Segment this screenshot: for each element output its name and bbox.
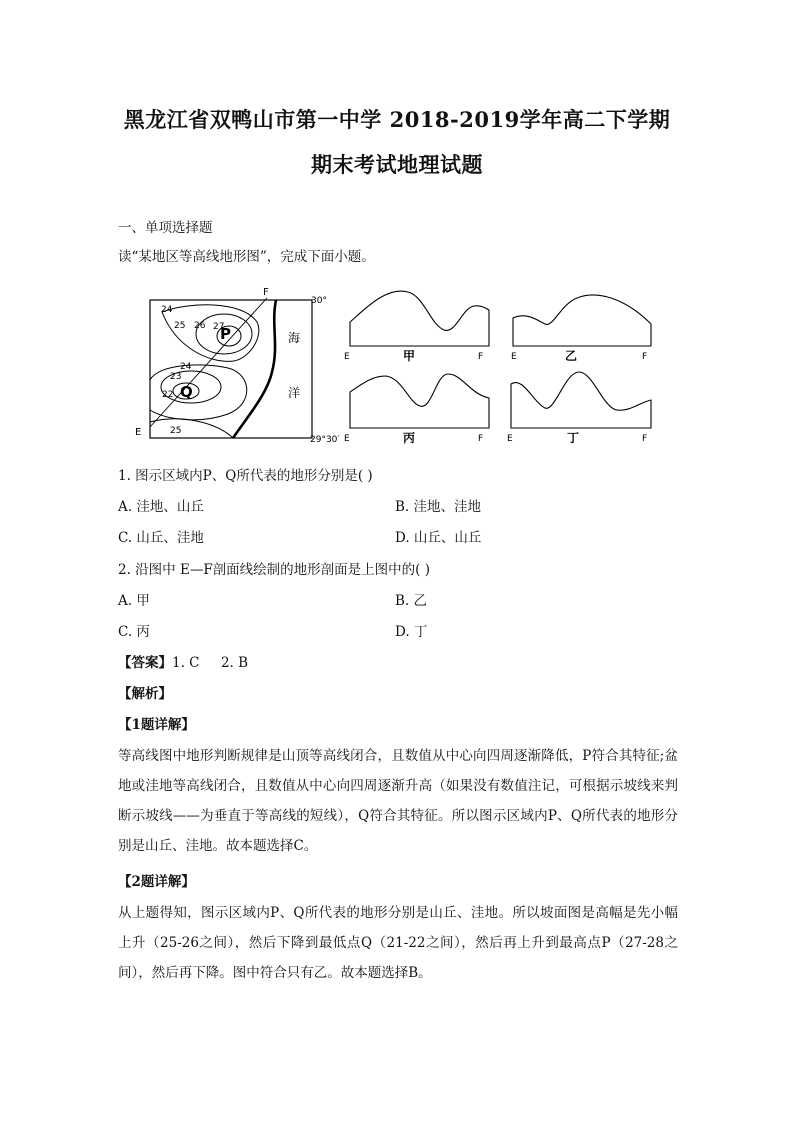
profile-bing <box>340 366 495 446</box>
profile-yi-f: F <box>642 352 648 362</box>
profile-yi-e: E <box>511 352 517 362</box>
contour-label-24b: 24 <box>180 362 192 372</box>
profile-yi-name: 乙 <box>565 349 578 363</box>
label-p: P <box>220 325 231 343</box>
contour-label-24a: 24 <box>161 305 173 315</box>
label-lat-bottom: 29°30′ <box>310 435 340 445</box>
profile-ding-name: 丁 <box>567 431 580 445</box>
question-1-option-b: B. 洼地、洼地 <box>395 499 482 515</box>
contour-label-23: 23 <box>170 372 182 382</box>
analysis-label: 【解析】 <box>118 686 172 702</box>
question-1-option-a: A. 洼地、山丘 <box>118 499 204 515</box>
profile-jia-name: 甲 <box>403 349 416 363</box>
profile-jia-e: E <box>344 352 350 362</box>
contour-map-figure <box>130 284 360 446</box>
contour-bottom <box>150 419 233 438</box>
label-sea-2: 洋 <box>288 386 301 400</box>
question-2-stem: 2. 沿图中 E—F剖面线绘制的地形剖面是上图中的( ) <box>118 562 431 578</box>
label-f: F <box>263 287 269 298</box>
answer-label: 【答案】 <box>118 655 172 671</box>
detail-2-text: 从上题得知，图示区域内P、Q所代表的地形分别是山丘、洼地。所以坡面图是高幅是先小幅上升（25-26之间），然后下降到最低点Q（21-22之间），然后再上升到最高点P（27-28之间），然后再下降。图中符合只有乙。故本题选择B。 <box>118 905 678 981</box>
profile-ding-f: F <box>642 434 648 444</box>
page-title-line1: 黑龙江省双鸭山市第一中学 2018-2019学年高二下学期 <box>123 107 671 132</box>
profile-jia <box>340 284 495 364</box>
question-2-option-b: B. 乙 <box>395 593 428 609</box>
label-e: E <box>135 427 142 438</box>
contour-label-26: 26 <box>194 321 206 331</box>
label-sea-1: 海 <box>288 331 301 345</box>
question-2-option-c: C. 丙 <box>118 624 150 640</box>
profile-bing-name: 丙 <box>403 431 416 445</box>
answer-line <box>118 653 248 673</box>
contour-label-27: 27 <box>213 322 225 332</box>
contour-label-25a: 25 <box>174 321 186 331</box>
detail-1-label: 【1题详解】 <box>118 717 195 733</box>
question-1-stem: 1. 图示区域内P、Q所代表的地形分别是( ) <box>118 468 373 484</box>
question-2-option-d: D. 丁 <box>395 624 428 640</box>
label-lat-top: 30° <box>311 296 327 306</box>
question-1-option-d: D. 山丘、山丘 <box>395 530 482 546</box>
label-q: Q <box>180 383 193 401</box>
detail-1-text: 等高线图中地形判断规律是山顶等高线闭合，且数值从中心向四周逐渐降低，P符合其特征;盆地或洼地等高线闭合，且数值从中心向四周逐渐升高（如果没有数值注记，可根据示坡线来判断示坡线——为垂直于等高线的短线），Q符合其特征。所以图示区域内P、Q所代表的地形分别是山丘、洼地。故本题选择C。 <box>118 748 678 854</box>
profile-ding-e: E <box>507 434 513 444</box>
profile-jia-f: F <box>478 352 484 362</box>
contour-p-outer <box>162 305 259 362</box>
intro-text: 读“某地区等高线地形图”，完成下面小题。 <box>118 249 375 265</box>
answer-text: 1. C 2. B <box>172 655 249 671</box>
page-title-line2: 期末考试地理试题 <box>311 152 483 177</box>
profile-bing-e: E <box>344 434 350 444</box>
section-heading: 一、单项选择题 <box>118 220 213 236</box>
coastline <box>233 300 276 438</box>
question-2-option-a: A. 甲 <box>118 593 150 609</box>
profile-ding <box>505 366 660 446</box>
question-1-option-c: C. 山丘、洼地 <box>118 530 204 546</box>
profile-yi <box>505 284 660 364</box>
profile-bing-f: F <box>478 434 484 444</box>
detail-2-label: 【2题详解】 <box>118 874 195 890</box>
contour-label-25b: 25 <box>170 426 182 436</box>
contour-label-22: 22 <box>162 390 174 400</box>
